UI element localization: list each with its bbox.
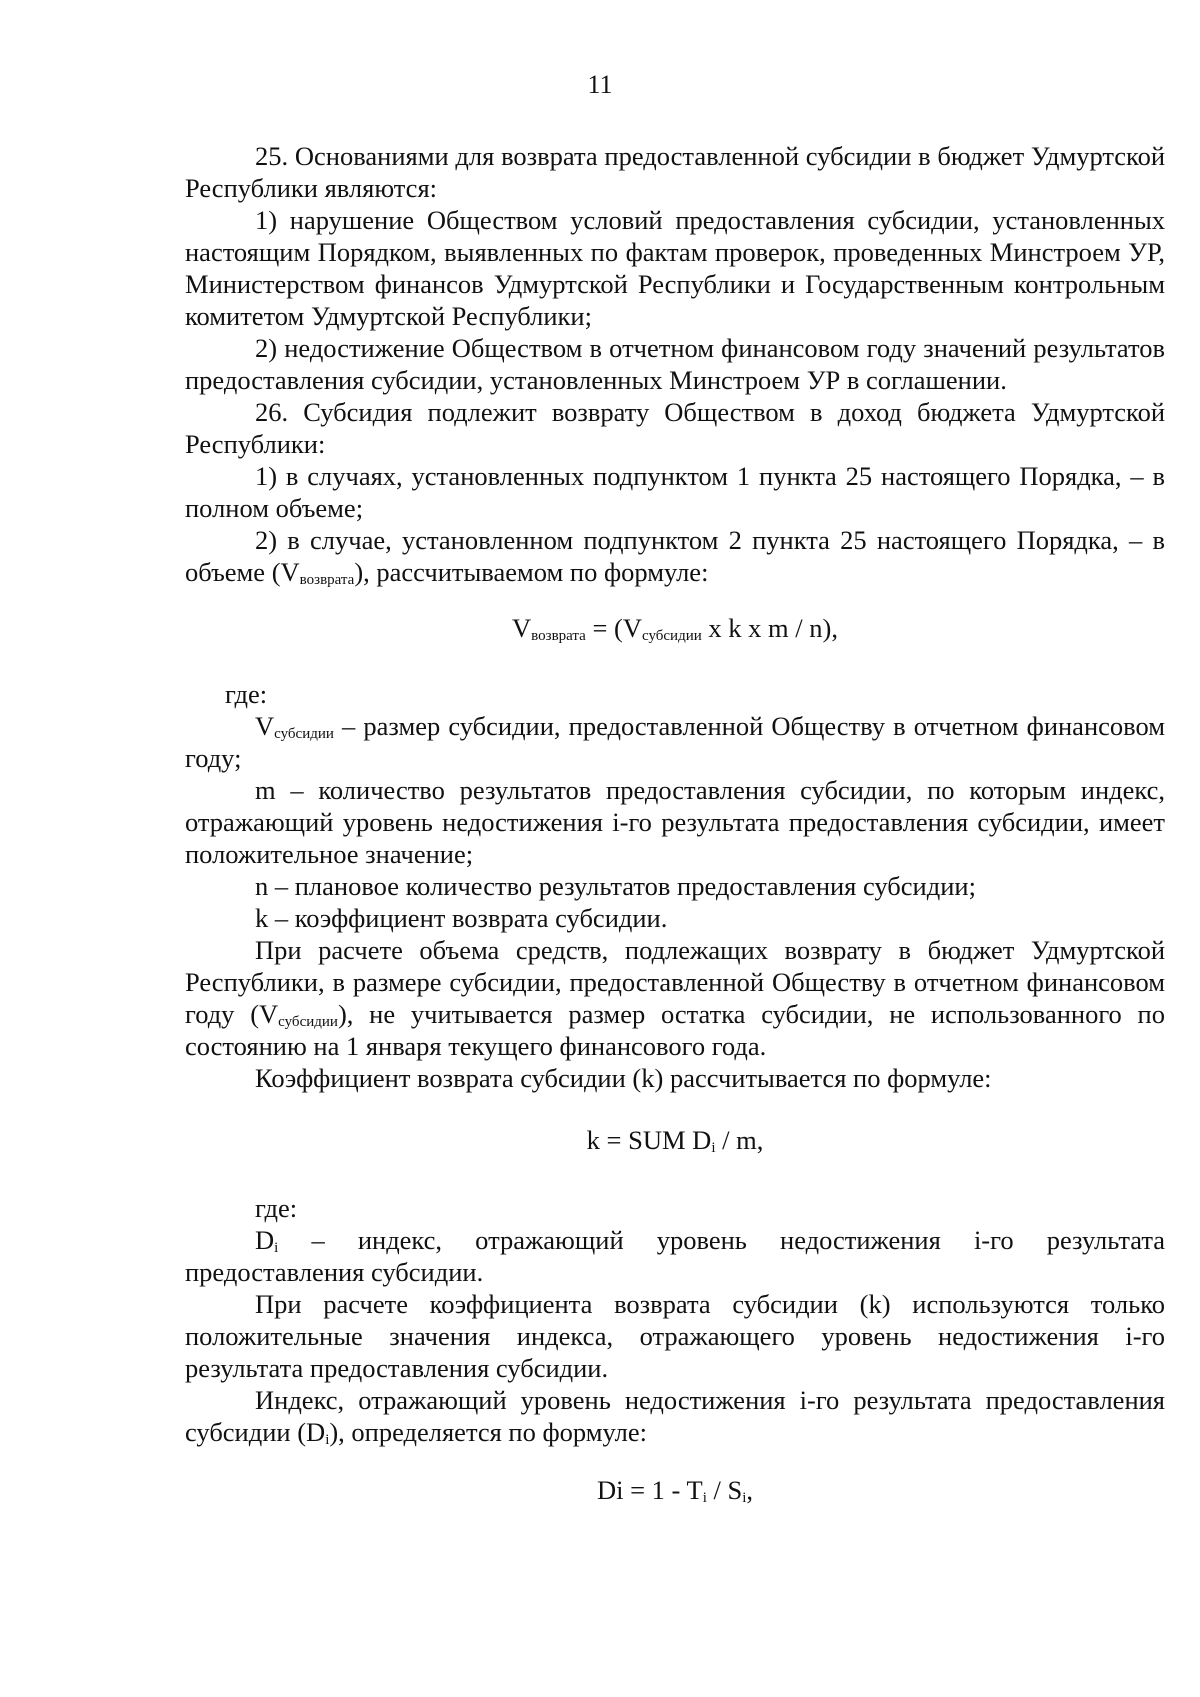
clause-26-item-2-text: 2) в случае, установленном подпунктом 2 пункта 25 настоящего Порядка, – в объеме (V	[185, 525, 1165, 587]
subscript: возврата	[531, 628, 586, 644]
definition-n: n – плановое количество результатов предоставления субсидии;	[255, 871, 976, 901]
calculation-note	[185, 934, 1165, 1062]
definition-m: m – количество результатов предоставления субсидии, по которым индекс, отражающий уровень недостижения i-го результата предоставления субсидии, имеет положительное значение;	[185, 775, 1165, 869]
clause-25-intro: 25. Основаниями для возврата предоставленной субсидии в бюджет Удмуртской Республики являются:	[185, 141, 1165, 203]
note-text: При расчете объема средств, подлежащих возврату в бюджет Удмуртской Республики, в размере субсидии, предоставленной Обществу в отчетном финансовом году (V	[185, 935, 1165, 1029]
clause-25-item-1: 1) нарушение Обществом условий предоставления субсидии, установленных настоящим Порядком, выявленных по фактам проверок, проведенных Минстроем УР, Министерством финансов Удмуртской Республики и Государственным контрольным комитетом Удмуртской Республики;	[185, 205, 1165, 331]
subscript: субсидии	[642, 628, 702, 644]
subscript: i	[711, 1140, 716, 1156]
clause-26-intro: 26. Субсидия подлежит возврату Обществом в доход бюджета Удмуртской Республики:	[185, 397, 1165, 459]
formula-coefficient	[185, 1124, 1165, 1156]
where-label-2: где:	[255, 1193, 298, 1223]
clause-26-item-2-text-end: ), рассчитываемом по формуле:	[354, 557, 709, 587]
formula-part: = (V	[585, 613, 642, 643]
definition-text: – размер субсидии, предоставленной Обществу в отчетном финансовом году;	[185, 711, 1165, 773]
formula-var: V	[512, 613, 532, 643]
formula-return-volume	[185, 612, 1165, 644]
formula-part: ,	[746, 1475, 754, 1505]
note-text-end: ), не учитывается размер остатка субсидии, не использованного по состоянию на 1 января текущего финансового года.	[185, 999, 1165, 1061]
definition-v-subsidy	[185, 710, 1165, 774]
subscript: i	[325, 1432, 330, 1448]
formula-var: D	[255, 1225, 275, 1255]
formula-part: k = SUM D	[586, 1125, 712, 1155]
document-body	[185, 140, 1165, 1506]
page-number: 11	[587, 70, 613, 99]
clause-25-item-2: 2) недостижение Обществом в отчетном финансовом году значений результатов предоставления субсидии, установленных Минстроем УР в соглашении.	[185, 333, 1165, 395]
subscript: i	[274, 1240, 279, 1256]
where-label: где:	[225, 679, 268, 709]
formula-part: / m,	[715, 1125, 764, 1155]
formula-index	[185, 1474, 1165, 1506]
coefficient-intro: Коэффициент возврата субсидии (k) рассчитывается по формуле:	[255, 1063, 992, 1093]
subscript: i	[742, 1490, 747, 1506]
formula-part: x k x m / n),	[701, 613, 838, 643]
subscript: субсидии	[278, 1014, 338, 1030]
definition-d	[185, 1224, 1165, 1288]
clause-26-item-2	[185, 524, 1165, 588]
formula-part: Di = 1 - T	[596, 1475, 703, 1505]
coefficient-note: При расчете коэффициента возврата субсидии (k) используются только положительные значения индекса, отражающего уровень недостижения i-го результата предоставления субсидии.	[185, 1289, 1165, 1383]
subscript: возврата	[299, 572, 355, 588]
clause-26-item-1: 1) в случаях, установленных подпунктом 1 пункта 25 настоящего Порядка, – в полном объеме;	[185, 461, 1165, 523]
subscript: субсидии	[274, 726, 334, 742]
subscript: i	[702, 1490, 707, 1506]
index-intro-text-end: ), определяется по формуле:	[329, 1417, 647, 1447]
formula-part: / S	[706, 1475, 743, 1505]
definition-k: k – коэффициент возврата субсидии.	[255, 903, 668, 933]
formula-var: V	[255, 711, 275, 741]
definition-text: – индекс, отражающий уровень недостижения i-го результата предоставления субсидии.	[185, 1225, 1165, 1287]
index-intro	[185, 1384, 1165, 1448]
index-intro-text: Индекс, отражающий уровень недостижения i-го результата предоставления субсидии (D	[185, 1385, 1165, 1447]
